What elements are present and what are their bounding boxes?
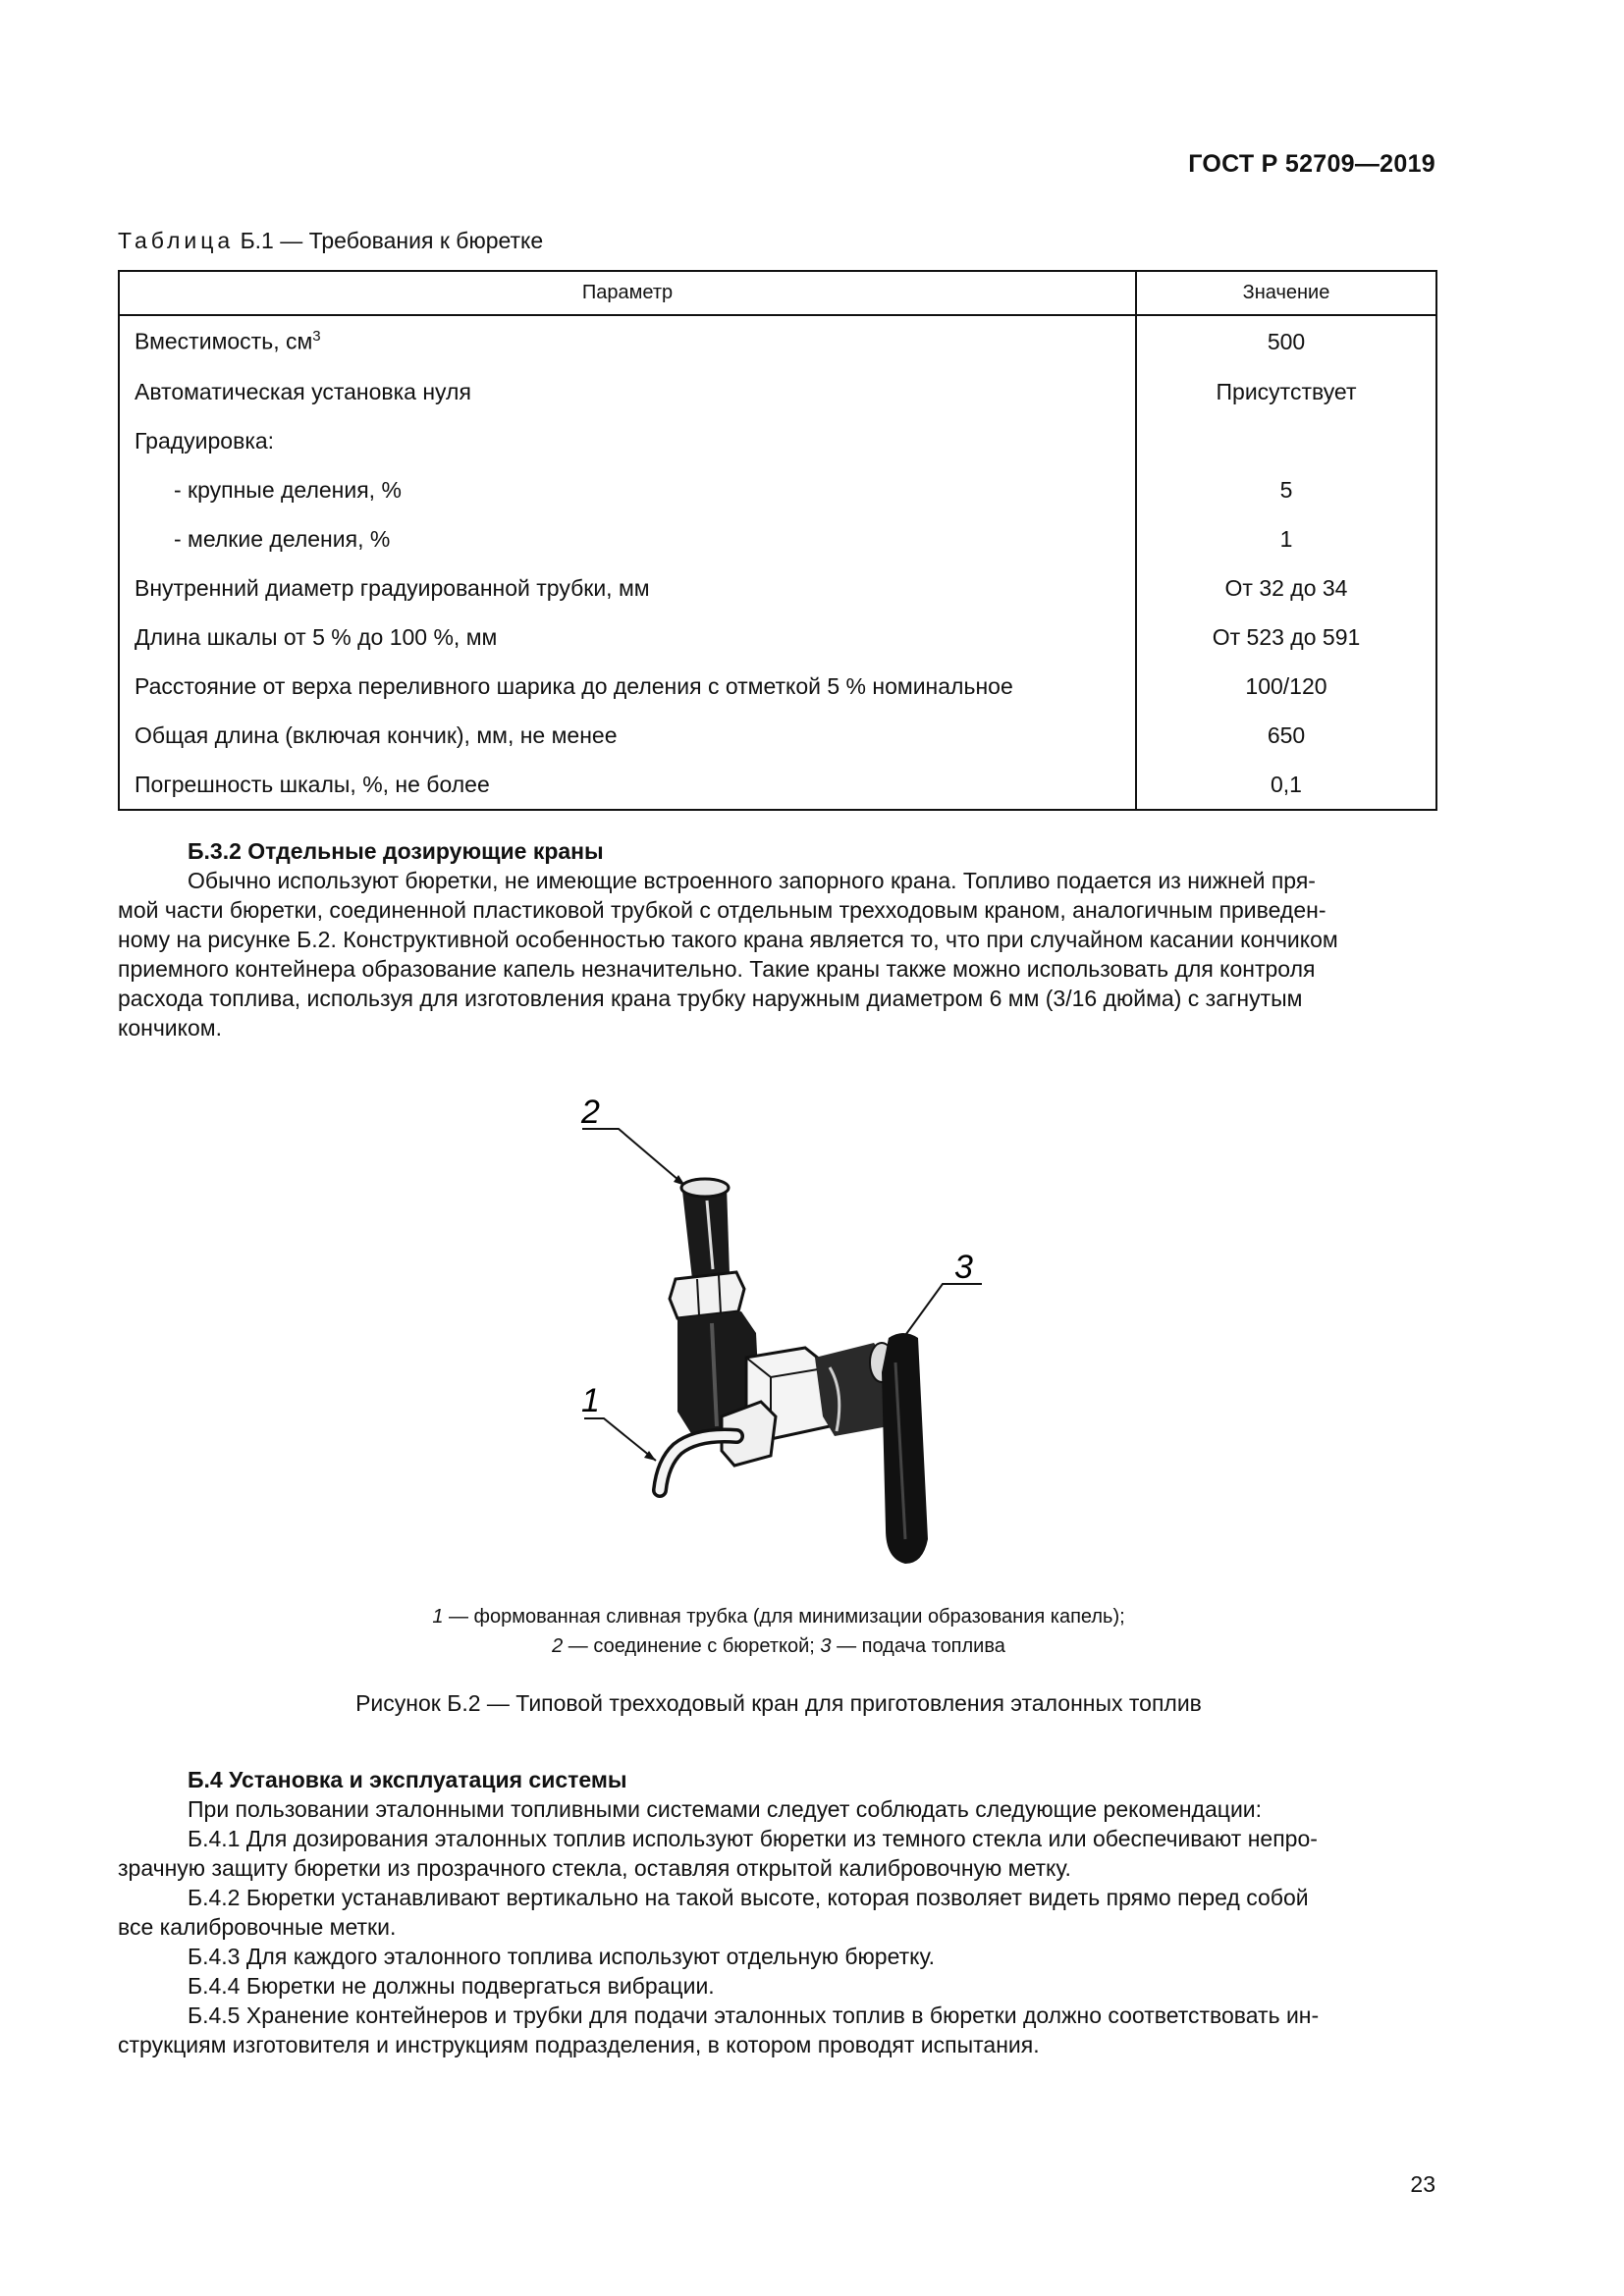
- text-line: Б.4.5 Хранение контейнеров и трубки для подачи эталонных топлив в бюретки должно соответствовать ин-: [188, 2002, 1320, 2028]
- value-cell: 0,1: [1271, 771, 1302, 797]
- section-paragraph: Б.4.3 Для каждого эталонного топлива используют отдельную бюретку.: [188, 1944, 936, 1969]
- param-text: Вместимость, см: [135, 328, 313, 354]
- section-paragraph: [118, 866, 1439, 1042]
- section-b32: [118, 836, 1439, 1042]
- legend-text: — формованная сливная трубка (для минимизации образования капель);: [443, 1606, 1125, 1628]
- legend-text: — подача топлива: [831, 1635, 1005, 1657]
- text-line: струкциям изготовителя и инструкциям подразделения, в котором проводят испытания.: [118, 2032, 1040, 2057]
- table-row: [119, 613, 1436, 662]
- superscript: 3: [312, 328, 321, 346]
- legend-text: — соединение с бюреткой;: [563, 1635, 821, 1657]
- table-row: [119, 315, 1436, 367]
- table-header-row: [119, 271, 1436, 315]
- hex-nut: [670, 1272, 744, 1318]
- column-header-value: Значение: [1136, 271, 1436, 315]
- table-row: [119, 760, 1436, 810]
- text-line: мой части бюретки, соединенной пластиковой трубкой с отдельным трехходовым краном, аналогичным приведен-: [118, 897, 1326, 923]
- param-cell: [119, 315, 1136, 367]
- text-line: зрачную защиту бюретки из прозрачного стекла, оставляя открытой калибровочную метку.: [118, 1855, 1071, 1881]
- text-line: Обычно используют бюретки, не имеющие встроенного запорного крана. Топливо подается из нижней пря-: [188, 868, 1316, 893]
- value-cell: От 523 до 591: [1212, 623, 1361, 650]
- section-paragraph: [118, 1824, 1439, 1883]
- text-line: Б.4.1 Для дозирования эталонных топлив используют бюретки из темного стекла или обеспечивают непро-: [188, 1826, 1318, 1851]
- table-caption: [118, 228, 543, 254]
- text-line: кончиком.: [118, 1015, 222, 1041]
- legend-number: 1: [432, 1606, 444, 1628]
- table-row: [119, 416, 1436, 465]
- table-row: [119, 662, 1436, 711]
- text-line: все калибровочные метки.: [118, 1914, 397, 1940]
- param-cell: - мелкие деления, %: [119, 514, 1136, 563]
- value-cell: 5: [1279, 476, 1293, 503]
- table-row: [119, 711, 1436, 760]
- param-cell: Градуировка:: [119, 416, 1136, 465]
- figure-caption: Рисунок Б.2 — Типовой трехходовый кран для приготовления эталонных топлив: [355, 1690, 1202, 1716]
- document-code: ГОСТ Р 52709—2019: [1188, 150, 1435, 178]
- table-row: [119, 563, 1436, 613]
- legend-line-2: [118, 1631, 1439, 1661]
- table-row: [119, 465, 1436, 514]
- value-cell: Присутствует: [1216, 378, 1357, 404]
- table-row: [119, 514, 1436, 563]
- table-row: [119, 367, 1436, 416]
- section-paragraph: При пользовании эталонными топливными системами следует соблюдать следующие рекомендации:: [188, 1796, 1263, 1822]
- section-b4: [118, 1765, 1439, 2059]
- value-cell: 1: [1279, 525, 1293, 552]
- value-cell: 500: [1267, 328, 1306, 354]
- callout-label-3: 3: [954, 1249, 973, 1286]
- param-cell: Длина шкалы от 5 % до 100 %, мм: [119, 613, 1136, 662]
- param-cell: Автоматическая установка нуля: [119, 367, 1136, 416]
- callout-label-1: 1: [581, 1382, 600, 1419]
- leader-line-1: [584, 1418, 656, 1461]
- figure-legend: [118, 1602, 1439, 1661]
- value-cell: 100/120: [1245, 672, 1327, 699]
- column-header-param: Параметр: [119, 271, 1136, 315]
- param-cell: Внутренний диаметр градуированной трубки, мм: [119, 563, 1136, 613]
- value-cell: От 32 до 34: [1224, 574, 1348, 601]
- text-line: приемного контейнера образование капель незначительно. Такие краны также можно использовать для контроля: [118, 956, 1316, 982]
- text-line: ному на рисунке Б.2. Конструктивной особенностью такого крана является то, что при случайном касании кончиком: [118, 927, 1338, 952]
- burette-requirements-table: [118, 270, 1437, 811]
- value-cell: 650: [1267, 721, 1306, 748]
- page-number: 23: [1410, 2171, 1435, 2197]
- section-paragraph: [118, 2001, 1439, 2059]
- callout-label-2: 2: [581, 1094, 600, 1131]
- legend-number: 2: [552, 1635, 564, 1657]
- param-cell: Погрешность шкалы, %, не более: [119, 760, 1136, 810]
- connector-opening: [681, 1179, 729, 1197]
- leader-line-2: [582, 1129, 685, 1186]
- section-paragraph: Б.4.4 Бюретки не должны подвергаться вибрации.: [188, 1973, 715, 1999]
- legend-line-1: [118, 1602, 1439, 1631]
- table-caption-text: Б.1 — Требования к бюретке: [234, 228, 544, 253]
- table-caption-prefix: Таблица: [118, 228, 235, 253]
- section-heading: Б.4 Установка и эксплуатация системы: [188, 1767, 627, 1792]
- text-line: Б.4.2 Бюретки устанавливают вертикально на такой высоте, которая позволяет видеть прямо перед собой: [188, 1885, 1309, 1910]
- value-cell: [1136, 416, 1436, 465]
- param-cell: - крупные деления, %: [119, 465, 1136, 514]
- param-cell: Расстояние от верха переливного шарика до деления с отметкой 5 % номинальное: [119, 662, 1136, 711]
- text-line: расхода топлива, используя для изготовления крана трубку наружным диаметром 6 мм (3/16 дюйма) с загнутым: [118, 986, 1303, 1011]
- three-way-valve-figure: [550, 1078, 1011, 1588]
- burette-connector-tube: [682, 1186, 730, 1279]
- param-cell: Общая длина (включая кончик), мм, не менее: [119, 711, 1136, 760]
- section-heading: Б.3.2 Отдельные дозирующие краны: [188, 838, 604, 864]
- section-paragraph: [118, 1883, 1439, 1942]
- legend-number: 3: [820, 1635, 832, 1657]
